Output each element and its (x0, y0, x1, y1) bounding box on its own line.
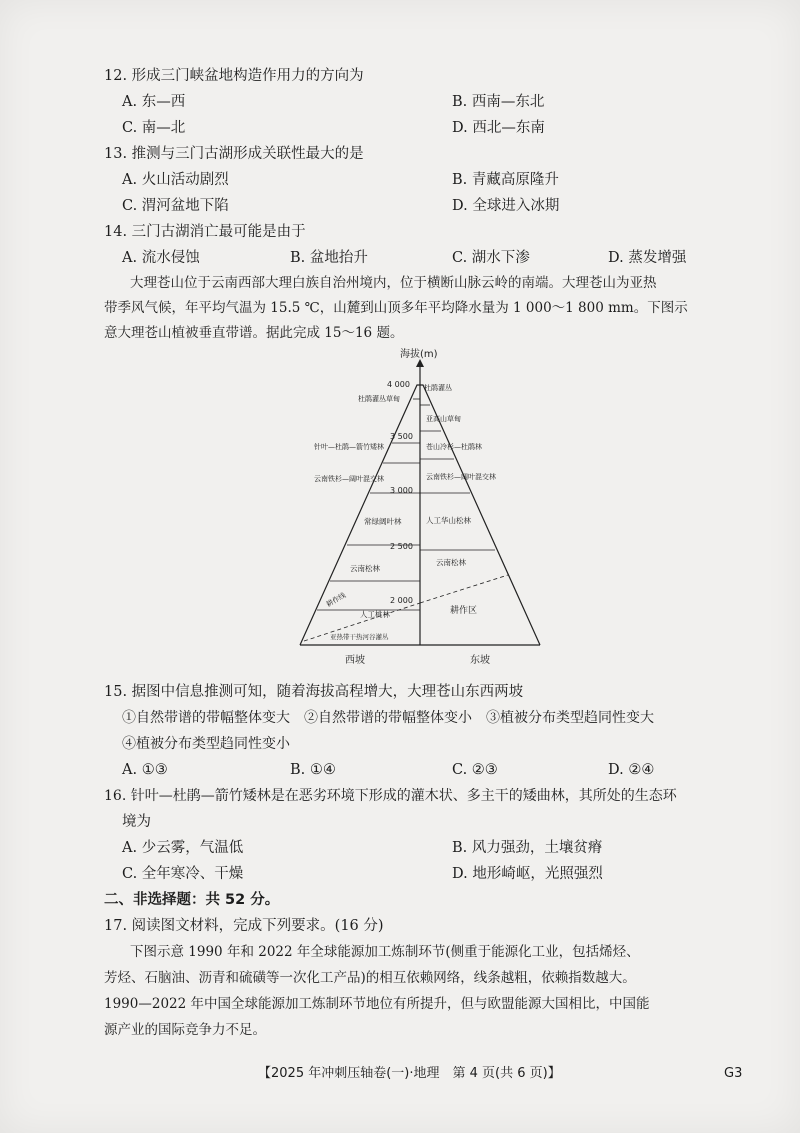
intro-paragraph-line-3: 意大理苍山植被垂直带谱。据此完成 15～16 题。 (104, 325, 404, 341)
question-14-option-c: C. 湖水下渗 (452, 250, 530, 266)
cultivation-line-label: 耕作线 (325, 591, 348, 609)
question-15-option-b: B. ①④ (290, 762, 336, 778)
question-17-para-line-3: 1990—2022 年中国全球能源加工炼制环节地位有所提升，但与欧盟能源大国相比，中国能 (104, 996, 650, 1012)
question-15-option-d: D. ②④ (608, 762, 655, 778)
y-axis-label: 海拔(m) (400, 349, 438, 360)
question-12-option-c: C. 南—北 (122, 120, 186, 136)
tick-label-3500: 3 500 (390, 432, 413, 441)
question-14-option-b: B. 盆地抬升 (290, 250, 368, 266)
question-16-option-c: C. 全年寒冷、干燥 (122, 866, 244, 882)
question-15-statements-line-1: ①自然带谱的带幅整体变大 ②自然带谱的带幅整体变小 ③植被分布类型趋同性变大 (122, 710, 654, 726)
west-zone-3: 云南铁杉—阔叶混交林 (314, 475, 384, 483)
question-12-option-a: A. 东—西 (122, 94, 186, 110)
tick-label-2000: 2 000 (390, 596, 413, 605)
vegetation-zonation-diagram (290, 345, 550, 670)
west-zone-7: 亚热带干热河谷灌丛 (330, 633, 389, 641)
axis-arrow-icon (416, 359, 424, 367)
question-17-para-line-2: 芳烃、石脑油、沥青和硫磺等一次化工产品)的相互依赖网络，线条越粗，依赖指数越大。 (104, 970, 636, 986)
question-12-option-d: D. 西北—东南 (452, 120, 545, 136)
west-zone-1: 杜鹃灌丛草甸 (358, 395, 400, 403)
question-12-option-b: B. 西南—东北 (452, 94, 545, 110)
question-15-stem: 15. 据图中信息推测可知，随着海拔高程增大，大理苍山东西两坡 (104, 684, 524, 700)
intro-paragraph-line-1: 大理苍山位于云南西部大理白族自治州境内，位于横断山脉云岭的南端。大理苍山为亚热 (130, 275, 657, 291)
east-zone-1: 杜鹃灌丛 (424, 384, 452, 392)
question-15-option-c: C. ②③ (452, 762, 498, 778)
east-zone-6: 云南松林 (436, 558, 466, 567)
question-17-stem: 17. 阅读图文材料，完成下列要求。(16 分) (104, 918, 384, 934)
east-zone-2: 亚高山草甸 (426, 415, 461, 423)
question-13-option-a: A. 火山活动剧烈 (122, 172, 229, 188)
east-zone-4: 云南铁杉—阔叶混交林 (426, 473, 496, 481)
west-zone-2: 针叶—杜鹃—箭竹矮林 (314, 443, 384, 451)
question-14-option-d: D. 蒸发增强 (608, 250, 687, 266)
west-zone-4: 常绿阔叶林 (364, 517, 402, 526)
west-zone-6: 人工桃林 (360, 610, 390, 619)
page-footer-code: G3 (724, 1066, 743, 1081)
question-15-statements-line-2: ④植被分布类型趋同性变小 (122, 736, 290, 752)
east-zone-5: 人工华山松林 (426, 516, 471, 525)
question-13-option-b: B. 青藏高原隆升 (452, 172, 559, 188)
question-17-para-line-1: 下图示意 1990 年和 2022 年全球能源加工炼制环节(侧重于能源化工业，包括烯烃、 (130, 944, 640, 960)
question-16-option-d: D. 地形崎岖，光照强烈 (452, 866, 603, 882)
question-13-stem: 13. 推测与三门古湖形成关联性最大的是 (104, 146, 364, 162)
question-16-option-a: A. 少云雾，气温低 (122, 840, 244, 856)
question-16-stem-line-1: 16. 针叶—杜鹃—箭竹矮林是在恶劣环境下形成的灌木状、多主干的矮曲林，其所处的生态环 (104, 788, 677, 804)
question-14-option-a: A. 流水侵蚀 (122, 250, 200, 266)
question-16-option-b: B. 风力强劲，土壤贫瘠 (452, 840, 603, 856)
question-13-option-c: C. 渭河盆地下陷 (122, 198, 229, 214)
question-15-option-a: A. ①③ (122, 762, 168, 778)
question-17-para-line-4: 源产业的国际竞争力不足。 (104, 1022, 266, 1038)
intro-paragraph-line-2: 带季风气候，年平均气温为 15.5 ℃，山麓到山顶多年平均降水量为 1 000～1 800 mm。下图示 (104, 300, 688, 316)
question-12-stem: 12. 形成三门峡盆地构造作用力的方向为 (104, 68, 364, 84)
tick-label-3000: 3 000 (390, 486, 413, 495)
west-zone-5: 云南松林 (350, 564, 380, 573)
east-zone-3: 苍山冷杉—杜鹃林 (426, 443, 482, 451)
west-slope-label: 西坡 (345, 655, 365, 666)
question-13-option-d: D. 全球进入冰期 (452, 198, 560, 214)
question-16-stem-line-2: 境为 (122, 814, 151, 830)
east-slope-label: 东坡 (470, 655, 490, 666)
cultivation-line-east (420, 575, 508, 603)
tick-label-2500: 2 500 (390, 542, 413, 551)
question-14-stem: 14. 三门古湖消亡最可能是由于 (104, 224, 306, 240)
east-zone-7: 耕作区 (450, 606, 478, 616)
page-footer-title: 【2025 年冲刺压轴卷(一)·地理 第 4 页(共 6 页)】 (258, 1066, 561, 1081)
section-2-heading: 二、非选择题：共 52 分。 (104, 892, 280, 908)
tick-label-4000: 4 000 (387, 380, 410, 389)
